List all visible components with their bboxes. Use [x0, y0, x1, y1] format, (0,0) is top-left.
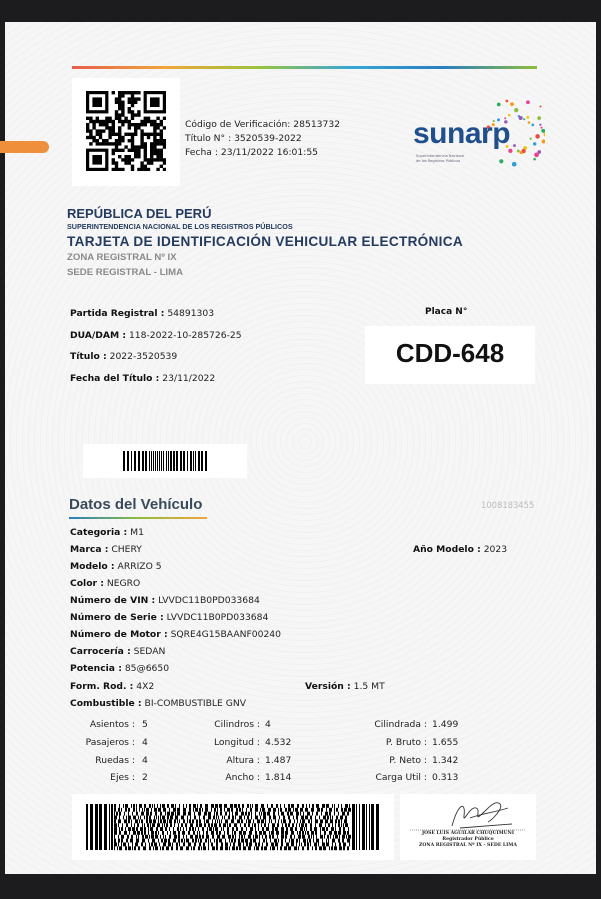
cilindrada-value: 1.499: [432, 719, 459, 730]
pneto-value: 1.342: [432, 755, 459, 766]
signatory-office: ZONA REGISTRAL Nº IX - SEDE LIMA: [419, 843, 517, 848]
pbruto-label: P. Bruto :: [385, 737, 427, 748]
pasajeros-label: Pasajeros :: [85, 737, 135, 748]
ruedas-value: 4: [142, 755, 148, 766]
longitud-label: Longitud :: [213, 737, 260, 748]
carroceria-value: SEDAN: [133, 646, 166, 657]
anio-label: Año Modelo :: [413, 544, 481, 555]
plate-label: Placa N°: [425, 307, 468, 317]
ejes-label: Ejes :: [110, 772, 135, 783]
ancho-label: Ancho :: [225, 772, 260, 783]
plate-number: CDD-648: [395, 338, 505, 368]
motor-label: Número de Motor :: [70, 629, 168, 640]
zone-name: ZONA REGISTRAL Nº IX: [67, 252, 177, 263]
potencia-value: 85@6650: [124, 663, 170, 674]
marca-row: [70, 544, 142, 555]
carroceria-row: [70, 646, 165, 657]
version-label: Versión :: [305, 681, 351, 692]
document-title: TARJETA DE IDENTIFICACIÓN VEHICULAR ELECTRÓNICA: [67, 234, 463, 249]
pneto-label: P. Neto :: [389, 755, 427, 766]
fecha-titulo-row: [70, 373, 215, 384]
color-label: Color :: [70, 578, 104, 589]
altura-label: Altura :: [226, 755, 260, 766]
version-row: [305, 681, 385, 692]
partida-label: Partida Registral :: [70, 308, 165, 319]
ejes-value: 2: [142, 772, 148, 783]
sunarp-logo: [410, 88, 545, 168]
signatory-role: Registrador Público: [442, 837, 494, 842]
dua-value: 118-2022-10-285726-25: [128, 330, 242, 341]
version-value: 1.5 MT: [353, 681, 385, 692]
signature-scribble-icon: [400, 794, 536, 834]
serie-value: LVVDC11B0PD033684: [166, 612, 269, 623]
partida-row: [70, 308, 214, 319]
carroceria-label: Carrocería :: [70, 646, 131, 657]
qr-code[interactable]: [72, 78, 180, 186]
motor-value: SQRE4G15BAANF00240: [170, 629, 281, 640]
modelo-value: ARRIZO 5: [117, 561, 162, 572]
agency-name: SUPERINTENDENCIA NACIONAL DE LOS REGISTROS PÚBLICOS: [67, 222, 293, 231]
signatory-block: [400, 831, 536, 849]
anio-row: [413, 544, 507, 555]
ancho-value: 1.814: [265, 772, 292, 783]
small-barcode[interactable]: [83, 444, 247, 478]
cilindros-value: 4: [265, 719, 271, 730]
side-bookmark-tab: [0, 141, 49, 153]
section-underline: [69, 517, 207, 519]
categoria-value: M1: [130, 527, 144, 538]
vin-label: Número de VIN :: [70, 595, 156, 606]
serie-row: [70, 612, 268, 623]
section-title: Datos del Vehículo: [69, 496, 203, 513]
potencia-label: Potencia :: [70, 663, 122, 674]
vehicle-id-card: [5, 22, 596, 874]
fecha-titulo-label: Fecha del Título :: [70, 373, 160, 384]
color-row: [70, 578, 140, 589]
logo-subtitle: [416, 154, 464, 164]
categoria-label: Categoria :: [70, 527, 128, 538]
modelo-label: Modelo :: [70, 561, 115, 572]
logo-subtitle-line2: de los Registros Públicos: [416, 159, 461, 163]
document-id-number: 1008183455: [481, 500, 535, 510]
ruedas-label: Ruedas :: [95, 755, 135, 766]
office-name: SEDE REGISTRAL - LIMA: [67, 267, 184, 278]
formrod-value: 4X2: [136, 681, 155, 692]
titulo-row: [70, 351, 177, 362]
cilindros-label: Cilindros :: [214, 719, 260, 730]
marca-value: CHERY: [111, 544, 142, 555]
logo-word: sunarp: [413, 117, 511, 150]
asientos-label: Asientos :: [89, 719, 135, 730]
modelo-row: [70, 561, 162, 572]
vin-value: LVVDC11B0PD033684: [158, 595, 260, 606]
dua-row: [70, 330, 242, 341]
categoria-row: [70, 527, 144, 538]
color-value: NEGRO: [106, 578, 141, 589]
titulo-value: 2022-3520539: [109, 351, 178, 362]
cilindrada-label: Cilindrada :: [374, 719, 427, 730]
formrod-label: Form. Rod. :: [70, 681, 134, 692]
pdf417-barcode[interactable]: [72, 794, 394, 860]
color-rule: [72, 66, 537, 69]
country-title: REPÚBLICA DEL PERÚ: [67, 206, 212, 221]
marca-label: Marca :: [70, 544, 109, 555]
longitud-value: 4.532: [265, 737, 292, 748]
combustible-value: BI-COMBUSTIBLE GNV: [144, 698, 247, 709]
fecha-titulo-value: 23/11/2022: [162, 373, 216, 384]
serie-label: Número de Serie :: [70, 612, 164, 623]
logo-subtitle-line1: Superintendencia Nacional: [416, 154, 465, 158]
plate-box: [365, 326, 535, 384]
combustible-label: Combustible :: [70, 698, 142, 709]
pbruto-value: 1.655: [432, 737, 459, 748]
verification-title: Título N° : 3520539-2022: [185, 133, 302, 144]
verification-code: Código de Verificación: 28513732: [185, 119, 341, 130]
motor-row: [70, 629, 281, 640]
carga-label: Carga Util :: [375, 772, 427, 783]
carga-value: 0.313: [432, 772, 459, 783]
verification-block: [185, 118, 340, 160]
anio-value: 2023: [483, 544, 508, 555]
signature-box: [400, 794, 536, 860]
altura-value: 1.487: [265, 755, 292, 766]
asientos-value: 5: [142, 719, 148, 730]
combustible-row: [70, 698, 246, 709]
partida-value: 54891303: [167, 308, 215, 319]
formrod-row: [70, 681, 154, 692]
titulo-label: Título :: [70, 351, 107, 362]
signatory-name: JOSE LUIS AGUILAR CHUQUIMUNI: [421, 831, 515, 836]
vin-row: [70, 595, 260, 606]
dua-label: DUA/DAM :: [70, 330, 127, 341]
pasajeros-value: 4: [142, 737, 148, 748]
potencia-row: [70, 663, 169, 674]
verification-date: Fecha : 23/11/2022 16:01:55: [185, 147, 319, 158]
